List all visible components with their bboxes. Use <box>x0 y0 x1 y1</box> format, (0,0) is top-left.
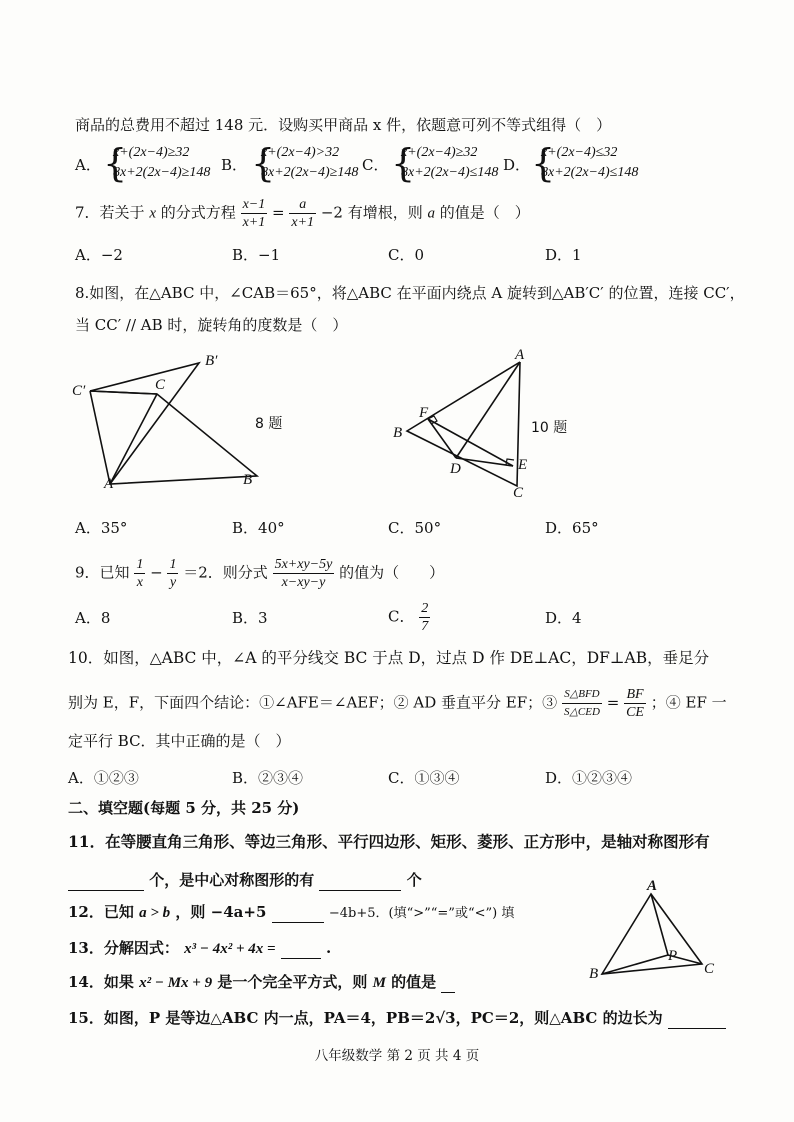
q7-stem: 7．若关于 x 的分式方程 $\frac{x-1}{x+1}$ = $\frac{a}{x+1}$ −2 有增根，则 a 的值是（ ） <box>75 197 530 230</box>
q6-system-c: { x+(2x−4)≥32 8x+2(2x−4)≤148 <box>391 141 499 185</box>
q6-option-d: D． <box>503 156 531 174</box>
q6-option-b: B． <box>221 156 248 174</box>
q10-option-d: D．①②③④ <box>545 769 633 787</box>
q6-system-a: { x+(2x−4)≥32 8x+2(2x−4)≥148 <box>103 141 211 185</box>
q8-line-1: 8.如图，在△ABC 中，∠CAB＝65°，将△ABC 在平面内绕点 A 旋转到△AB′C′ 的位置，连接 CC′， <box>75 284 745 302</box>
q9-option-a: A．8 <box>75 609 111 627</box>
q8-figure-label: 8 题 <box>255 416 283 432</box>
q10-label-d: D <box>450 461 461 477</box>
q8-option-d: D．65° <box>545 519 599 537</box>
q8-label-b: B <box>243 472 253 488</box>
q9-option-b: B．3 <box>232 609 268 627</box>
q9-option-c: C． $\frac{2}{7}$ <box>388 601 429 634</box>
q14-blank[interactable] <box>441 972 455 993</box>
q10-label-f: F <box>419 405 429 421</box>
q8-label-c: C <box>155 377 166 393</box>
q9-fraction-1-over-y: $\frac{1}{y}$ <box>169 557 177 590</box>
q8-segment-cc1 <box>90 391 157 394</box>
q8-option-a: A．35° <box>75 519 128 537</box>
q8-option-b: B．40° <box>232 519 285 537</box>
figure-q15 <box>585 878 720 988</box>
q10-line-1: 10．如图，△ABC 中，∠A 的平分线交 BC 于点 D，过点 D 作 DE⊥AC，DF⊥AB，垂足分 <box>68 649 710 667</box>
q15-segment-pa <box>651 894 668 955</box>
q7-option-d: D．1 <box>545 246 582 264</box>
q9-fraction-1-over-x: $\frac{1}{x}$ <box>136 557 144 590</box>
q6-option-c: C． <box>362 156 389 174</box>
figure-q10 <box>385 345 595 500</box>
q7-fraction-left: $\frac{x-1}{x+1}$ <box>242 197 266 230</box>
q8-label-b1: B′ <box>205 353 218 369</box>
q12-blank[interactable] <box>272 902 324 923</box>
figure-q8 <box>60 345 300 495</box>
q6-option-a: A． <box>75 156 101 174</box>
q15-blank[interactable] <box>668 1008 726 1029</box>
q10-segment-fe <box>428 419 513 466</box>
q8-segment-ac <box>110 394 157 484</box>
q10-triangle-abc <box>407 362 520 486</box>
q8-label-a: A <box>104 476 114 492</box>
q10-fraction-areas: $\frac{\text{S△BFD}}{\text{S△CED}}$ <box>563 688 600 718</box>
q9-option-c-fraction: $\frac{2}{7}$ <box>421 601 429 634</box>
q10-label-a: A <box>515 347 525 363</box>
section-fill-in-title: 二、填空题(每题 5 分，共 25 分) <box>68 799 300 817</box>
page-footer: 八年级数学 第 2 页 共 4 页 <box>314 1048 480 1064</box>
q9-fraction-expression: $\frac{5x+xy-5y}{x-xy-y}$ <box>274 557 333 590</box>
q10-segment-df <box>428 419 456 458</box>
q8-line-2: 当 CC′ // AB 时，旋转角的度数是（ ） <box>75 316 348 334</box>
q7-option-b: B．−1 <box>232 246 281 264</box>
q15-line: 15．如图，P 是等边△ABC 内一点，PA＝4，PB＝2√3，PC＝2，则△ABC 的边长为 <box>68 1008 726 1029</box>
q10-line-3: 定平行 BC．其中正确的是（ ） <box>68 732 291 750</box>
q12-line: 12．已知 a > b ，则 −4a+5 −4b+5．(填“>”“=”或“<”) 填 <box>68 903 515 921</box>
q10-segment-ad <box>456 362 520 458</box>
q11-blank-1[interactable] <box>68 870 144 891</box>
q14-line: 14．如果 x² − Mx + 9 是一个完全平方式，则 M 的值是 <box>68 972 455 993</box>
q8-option-c: C．50° <box>388 519 442 537</box>
q6-system-b: { x+(2x−4)>32 8x+2(2x−4)≥148 <box>251 141 359 185</box>
q10-label-b: B <box>393 425 403 441</box>
q8-triangle-a-c-b <box>90 391 257 484</box>
q10-label-c: C <box>513 485 524 500</box>
q13-line: 13．分解因式： x³ − 4x² + 4x = . <box>68 939 332 957</box>
q15-label-a: A <box>647 878 658 894</box>
q13-blank[interactable] <box>281 938 321 959</box>
q7-option-c: C．0 <box>388 246 425 264</box>
q10-option-c: C．①③④ <box>388 769 460 787</box>
q9-option-d: D．4 <box>545 609 582 627</box>
q15-label-b: B <box>589 966 599 982</box>
q10-line-2: 别为 E，F，下面四个结论：①∠AFE＝∠AEF；② AD 垂直平分 EF；③ $\frac{\text{S△BFD}}{\text{S△CED}}$ = $\frac{BF}{CE}$ ；④ EF 一 <box>68 687 727 720</box>
q11-line-1: 11．在等腰直角三角形、等边三角形、平行四边形、矩形、菱形、正方形中，是轴对称图形有 <box>68 832 710 851</box>
q8-label-c1: C′ <box>72 383 86 399</box>
q6-system-d: { x+(2x−4)≤32 8x+2(2x−4)≤148 <box>531 141 639 185</box>
q10-option-b: B．②③④ <box>232 769 304 787</box>
q10-figure-label: 10 题 <box>531 420 568 436</box>
q7-fraction-right: $\frac{a}{x+1}$ <box>291 197 315 230</box>
q15-triangle-abc <box>602 894 702 974</box>
q9-stem: 9．已知 $\frac{1}{x}$ − $\frac{1}{y}$ ＝2．则分式 $\frac{5x+xy-5y}{x-xy-y}$ 的值为（ ） <box>75 557 445 590</box>
q11-blank-2[interactable] <box>319 870 401 891</box>
q15-label-c: C <box>704 961 715 977</box>
q11-line-2: 个，是中心对称图形的有 个 <box>68 870 422 891</box>
q10-fraction-sides: $\frac{BF}{CE}$ <box>626 687 644 720</box>
q10-label-e: E <box>518 457 528 473</box>
q7-option-a: A．−2 <box>75 246 123 264</box>
q15-label-p: P <box>668 948 678 964</box>
q6-stem: 商品的总费用不超过 148 元．设购买甲商品 x 件，依题意可列不等式组得（ ） <box>75 116 612 134</box>
q10-option-a: A．①②③ <box>68 769 139 787</box>
